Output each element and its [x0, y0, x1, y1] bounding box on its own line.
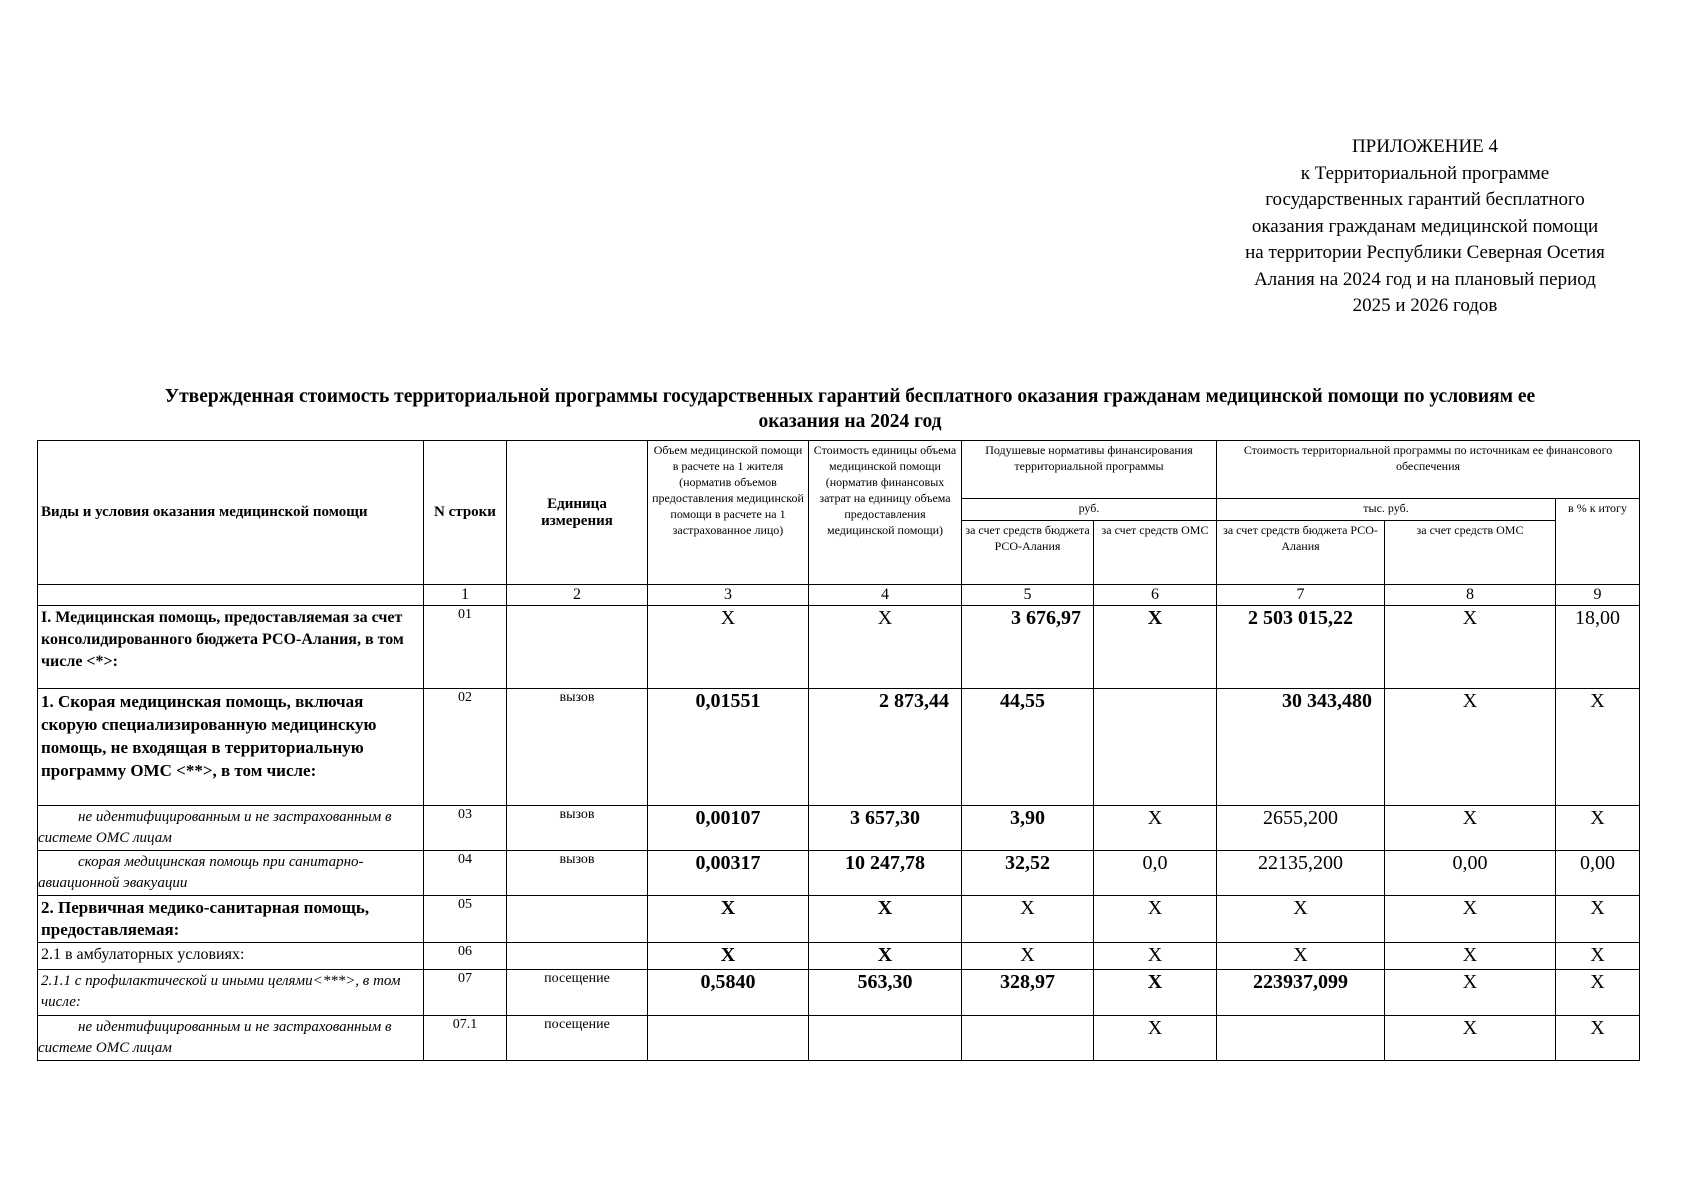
cell-program-budget: 2655,200 — [1217, 806, 1385, 851]
row-unit: посещение — [507, 1016, 648, 1061]
header-oms-2: за счет средств ОМС — [1385, 521, 1556, 585]
row-unit: посещение — [507, 970, 648, 1016]
header-volume: Объем медицинской помощи в расчете на 1 жителя (норматив объемов предоставления медицинской помощи в расчете на 1 застрахованное лицо) — [648, 441, 809, 585]
cell-volume: X — [648, 896, 809, 943]
cell-percent: 0,00 — [1556, 851, 1640, 896]
col-number: 1 — [424, 585, 507, 606]
row-label — [38, 851, 424, 896]
cell-volume: 0,00317 — [648, 851, 809, 896]
cell-budget — [962, 1016, 1094, 1061]
cell-program-budget: X — [1217, 896, 1385, 943]
row-label: I. Медицинская помощь, предоставляемая за счет консолидированного бюджета РСО-Алания, в том числе <*>: — [38, 606, 424, 689]
cost-table — [37, 440, 1640, 1061]
header-percent: в % к итогу — [1556, 499, 1640, 585]
cell-oms: X — [1094, 896, 1217, 943]
cell-volume: X — [648, 606, 809, 689]
row-label: 2.1 в амбулаторных условиях: — [38, 943, 424, 970]
cell-percent: X — [1556, 970, 1640, 1016]
header-oms: за счет средств ОМС — [1094, 521, 1217, 585]
col-number: 8 — [1385, 585, 1556, 606]
cell-oms: 0,0 — [1094, 851, 1217, 896]
row-unit — [507, 896, 648, 943]
appendix-block — [1180, 134, 1670, 320]
cell-budget: 3,90 — [962, 806, 1094, 851]
col-number: 7 — [1217, 585, 1385, 606]
col-number: 6 — [1094, 585, 1217, 606]
cell-cost: X — [809, 896, 962, 943]
row-number: 04 — [424, 851, 507, 896]
cell-program-oms: X — [1385, 896, 1556, 943]
cell-percent: X — [1556, 1016, 1640, 1061]
col-number: 5 — [962, 585, 1094, 606]
cell-program-budget: 223937,099 — [1217, 970, 1385, 1016]
appendix-line: к Территориальной программе — [1300, 162, 1550, 184]
cell-oms: X — [1094, 943, 1217, 970]
cell-cost — [809, 1016, 962, 1061]
row-unit: вызов — [507, 689, 648, 806]
row-number: 07 — [424, 970, 507, 1016]
cell-volume: X — [648, 943, 809, 970]
cell-percent: X — [1556, 896, 1640, 943]
row-unit: вызов — [507, 851, 648, 896]
table-row — [38, 606, 1640, 689]
row-number: 06 — [424, 943, 507, 970]
header-per-capita: Подушевые нормативы финансирования территориальной программы — [962, 441, 1217, 499]
header-types: Виды и условия оказания медицинской помощи — [38, 441, 424, 585]
row-label-text: скорая медицинская помощь при санитарно-авиационной эвакуации — [38, 854, 364, 891]
appendix-line: государственных гарантий бесплатного — [1265, 189, 1585, 210]
appendix-line: оказания гражданам медицинской помощи — [1251, 215, 1599, 237]
cell-budget: 328,97 — [962, 970, 1094, 1016]
row-number: 05 — [424, 896, 507, 943]
table-row — [38, 943, 1640, 970]
cell-cost: 10 247,78 — [809, 851, 962, 896]
cell-volume — [648, 1016, 809, 1061]
cell-percent: 18,00 — [1556, 606, 1640, 689]
row-number: 07.1 — [424, 1016, 507, 1061]
table-row — [38, 970, 1640, 1016]
table-row — [38, 806, 1640, 851]
cell-oms: X — [1094, 970, 1217, 1016]
cell-cost: 2 873,44 — [809, 689, 962, 806]
row-number: 01 — [424, 606, 507, 689]
table-row — [38, 689, 1640, 806]
cell-volume: 0,00107 — [648, 806, 809, 851]
cell-program-oms: X — [1385, 1016, 1556, 1061]
cell-cost: X — [809, 606, 962, 689]
header-budget: за счет средств бюджета РСО-Алания — [962, 521, 1094, 585]
cell-budget: X — [962, 943, 1094, 970]
cell-budget: 44,55 — [962, 689, 1094, 806]
cell-program-budget — [1217, 1016, 1385, 1061]
document-title — [60, 384, 1640, 434]
cell-program-oms: X — [1385, 943, 1556, 970]
col-number-blank — [38, 585, 424, 606]
cell-oms — [1094, 689, 1217, 806]
row-label — [38, 806, 424, 851]
row-label: 2.1.1 с профилактической и иными целями<***>, в том числе: — [38, 970, 424, 1016]
cell-oms: X — [1094, 806, 1217, 851]
cell-program-oms: X — [1385, 606, 1556, 689]
table-row — [38, 851, 1640, 896]
cell-program-budget: 2 503 015,22 — [1217, 606, 1385, 689]
cell-budget: 3 676,97 — [962, 606, 1094, 689]
appendix-line: 2025 и 2026 годов — [1352, 295, 1498, 316]
cell-oms: X — [1094, 606, 1217, 689]
cell-program-oms: X — [1385, 970, 1556, 1016]
row-unit: вызов — [507, 806, 648, 851]
row-unit — [507, 606, 648, 689]
cell-volume: 0,01551 — [648, 689, 809, 806]
cell-program-budget: 30 343,480 — [1217, 689, 1385, 806]
table-row — [38, 896, 1640, 943]
row-label: 1. Скорая медицинская помощь, включая скорую специализированную медицинскую помощь, не входящая в территориальную программу ОМС <**>, в том числе: — [38, 689, 424, 806]
row-label: 2. Первичная медико-санитарная помощь, предоставляемая: — [38, 896, 424, 943]
row-number: 02 — [424, 689, 507, 806]
header-program-cost: Стоимость территориальной программы по источникам ее финансового обеспечения — [1217, 441, 1640, 499]
row-label-text: не идентифицированным и не застрахованным в системе ОМС лицам — [38, 1019, 392, 1056]
header-row-no: N строки — [424, 441, 507, 585]
appendix-line: на территории Республики Северная Осетия — [1245, 242, 1605, 263]
row-label — [38, 1016, 424, 1061]
header-cost: Стоимость единицы объема медицинской помощи (норматив финансовых затрат на единицу объема предоставления медицинской помощи) — [809, 441, 962, 585]
appendix-line: ПРИЛОЖЕНИЕ 4 — [1351, 136, 1499, 157]
title-line-1: Утвержденная стоимость территориальной программы государственных гарантий бесплатного оказания гражданам медицинской помощи по условиям ее — [164, 386, 1536, 407]
cell-program-oms: 0,00 — [1385, 851, 1556, 896]
cell-cost: X — [809, 943, 962, 970]
cell-program-budget: 22135,200 — [1217, 851, 1385, 896]
cell-cost: 563,30 — [809, 970, 962, 1016]
cell-volume: 0,5840 — [648, 970, 809, 1016]
table-row — [38, 1016, 1640, 1061]
cell-budget: 32,52 — [962, 851, 1094, 896]
appendix-line: Алания на 2024 год и на плановый период — [1254, 268, 1596, 290]
cell-program-oms: X — [1385, 689, 1556, 806]
cell-oms: X — [1094, 1016, 1217, 1061]
cell-cost: 3 657,30 — [809, 806, 962, 851]
col-number: 2 — [507, 585, 648, 606]
cell-percent: X — [1556, 806, 1640, 851]
cell-program-oms: X — [1385, 806, 1556, 851]
col-number: 4 — [809, 585, 962, 606]
row-unit — [507, 943, 648, 970]
cell-percent: X — [1556, 943, 1640, 970]
row-label-text: не идентифицированным и не застрахованным в системе ОМС лицам — [38, 809, 392, 846]
row-number: 03 — [424, 806, 507, 851]
col-number: 3 — [648, 585, 809, 606]
header-unit: Единица измерения — [507, 441, 648, 585]
header-budget-2: за счет средств бюджета РСО-Алания — [1217, 521, 1385, 585]
cell-budget: X — [962, 896, 1094, 943]
col-number: 9 — [1556, 585, 1640, 606]
title-line-2: оказания на 2024 год — [758, 411, 942, 432]
cell-program-budget: X — [1217, 943, 1385, 970]
header-thous-rub: тыс. руб. — [1217, 499, 1556, 521]
cell-percent: X — [1556, 689, 1640, 806]
header-rub: руб. — [962, 499, 1217, 521]
